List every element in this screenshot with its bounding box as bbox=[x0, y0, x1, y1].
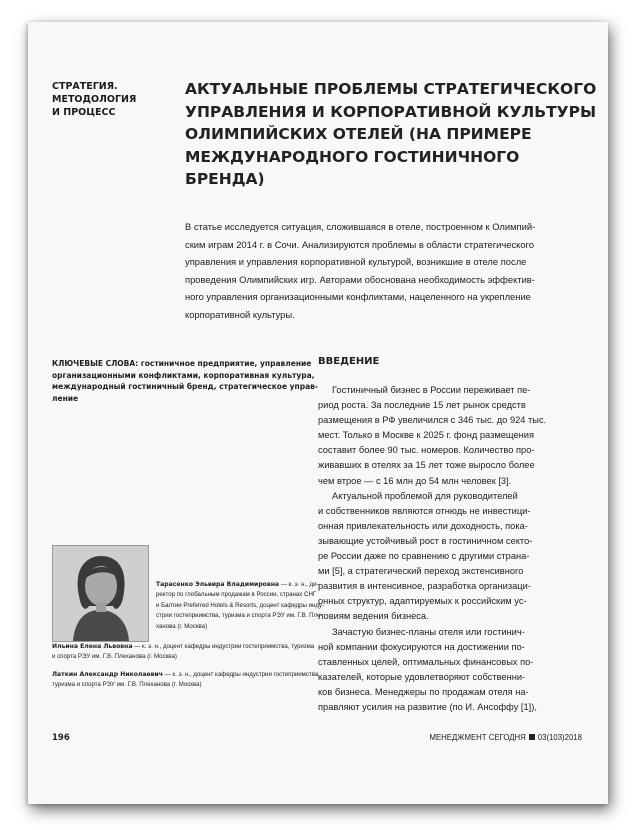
section-label bbox=[52, 80, 202, 119]
section-label-line: И ПРОЦЕСС bbox=[52, 107, 116, 118]
body-line: онная привлекательность или доходность, пока- bbox=[318, 520, 528, 531]
author-line: ректор по глобальным продажам в России, странах СНГ bbox=[156, 591, 317, 599]
author-line: стрии гостеприимства, туризма и спорта РЭУ им. Г.В. Пле- bbox=[156, 612, 323, 620]
body-line: риод роста. За последние 15 лет рынок средств bbox=[318, 400, 526, 411]
keywords bbox=[52, 358, 319, 404]
journal-name: МЕНЕДЖМЕНТ СЕГОДНЯ bbox=[429, 733, 526, 742]
body-line: ставленных целей, оптимальных финансовых по- bbox=[318, 656, 534, 667]
body-line: правляют усилия на развитие (по И. Ансоффу [1]), bbox=[318, 701, 537, 712]
author-credentials: — к. э. н., доцент кафедры индустрии гостеприимства, bbox=[162, 671, 320, 678]
abstract-line: ским играм 2014 г. в Сочи. Анализируются проблемы в области стратегического bbox=[185, 238, 534, 250]
article-title bbox=[185, 78, 597, 191]
title-line: УПРАВЛЕНИЯ И КОРПОРАТИВНОЙ КУЛЬТУРЫ bbox=[185, 102, 597, 121]
author-info bbox=[52, 642, 314, 663]
body-line: ре России даже по сравнению с другими страна- bbox=[318, 551, 530, 562]
body-line: живавших в отелях за 15 лет тоже выросло более bbox=[318, 460, 535, 471]
section-label-line: СТРАТЕГИЯ. bbox=[52, 81, 118, 92]
author-name: Тарасенко Эльвира Владимировна bbox=[156, 581, 280, 588]
body-line: мест. Только в Москве к 2025 г. фонд размещения bbox=[318, 430, 534, 441]
author-line: ханова (г. Москва) bbox=[156, 622, 208, 630]
title-line: МЕЖДУНАРОДНОГО ГОСТИНИЧНОГО bbox=[185, 147, 520, 166]
title-line: ОЛИМПИЙСКИХ ОТЕЛЕЙ (НА ПРИМЕРЕ bbox=[185, 125, 532, 143]
journal-footer bbox=[429, 733, 582, 742]
body-line: и собственников являются отнюдь не инвестици- bbox=[318, 505, 531, 516]
body-line: Гостиничный бизнес в России переживает пе- bbox=[332, 385, 531, 395]
body-line: Зачастую бизнес-планы отеля или гостинич- bbox=[332, 626, 525, 637]
abstract-line: корпоративной культуры. bbox=[185, 308, 295, 320]
title-line: АКТУАЛЬНЫЕ ПРОБЛЕМЫ СТРАТЕГИЧЕСКОГО bbox=[185, 80, 597, 98]
author-line bbox=[52, 670, 320, 680]
abstract-line: В статье исследуется ситуация, сложившаяся в отеле, построенном к Олимпий- bbox=[185, 221, 536, 232]
square-separator-icon bbox=[529, 734, 535, 740]
section-label-line: МЕТОДОЛОГИЯ bbox=[52, 94, 137, 105]
author-line: и спорта РЭУ им. Г.В. Плеханова (г. Москва) bbox=[52, 653, 177, 661]
body-line: казателей, которые удовлетворяют собственни- bbox=[318, 671, 526, 682]
body-line: ков бизнеса. Менеджеры по продажам отеля на- bbox=[318, 686, 529, 697]
body-line: размещения в РФ увеличился с 346 тыс. до 924 тыс. bbox=[318, 415, 547, 426]
abstract-line: ного управления организационными конфликтами, нацеленного на укрепление bbox=[185, 291, 531, 303]
body-line: развития в интенсивное, разработка организаци- bbox=[318, 581, 531, 592]
journal-issue: 03(103)2018 bbox=[537, 733, 582, 742]
keywords-line: КЛЮЧЕВЫЕ СЛОВА: гостиничное предприятие, управление bbox=[52, 359, 312, 368]
keywords-line: организационными конфликтами, корпоративная культура, bbox=[52, 370, 315, 380]
abstract-line: управления и управления корпоративной культурой, возникшие в отеле после bbox=[185, 256, 527, 268]
author-info bbox=[52, 670, 320, 691]
body-line: онных структур, адаптируемых к российским ус- bbox=[318, 596, 527, 607]
author-line bbox=[156, 580, 319, 590]
title-line: БРЕНДА) bbox=[185, 170, 265, 188]
abstract bbox=[185, 218, 580, 324]
author-info bbox=[156, 580, 325, 632]
page-number: 196 bbox=[52, 733, 70, 743]
body-line: Актуальной проблемой для руководителей bbox=[332, 490, 518, 501]
body-line: чем втрое — с 16 млн до 54 млн человек [3]. bbox=[318, 475, 512, 486]
author-credentials: — к. э. н., доцент кафедры индустрии гостеприимства, туризма bbox=[132, 643, 315, 650]
author-photo bbox=[52, 545, 149, 642]
author-credentials: — к. э. н., ди- bbox=[279, 581, 319, 588]
keywords-line: международный гостиничный бренд, стратегическое управ- bbox=[52, 382, 319, 392]
author-line bbox=[52, 642, 314, 652]
author-portrait-icon bbox=[53, 546, 148, 641]
body-line: ловиям ведения бизнеса. bbox=[318, 611, 429, 622]
keywords-line: ление bbox=[52, 393, 79, 403]
body-line: ной компании фокусируются на достижении по- bbox=[318, 641, 525, 652]
body-line: составит более 90 тыс. номеров. Количество про- bbox=[318, 445, 535, 456]
author-line: и Балтии Preferred Hotels & Resorts, доцент кафедры инду- bbox=[156, 601, 325, 609]
author-name: Латкин Александр Николаевич bbox=[52, 671, 163, 678]
author-name: Ильина Елена Львовна bbox=[52, 643, 133, 650]
body-line: зывающие устойчивый рост в гостиничном секто- bbox=[318, 535, 533, 546]
section-heading: ВВЕДЕНИЕ bbox=[318, 356, 380, 367]
body-text bbox=[318, 383, 590, 715]
abstract-line: проведения Олимпийских игр. Авторами обоснована необходимость эффектив- bbox=[185, 273, 535, 285]
body-line: ми [5], а стратегический переход экстенсивного bbox=[318, 566, 524, 577]
author-line: туризма и спорта РЭУ им. Г.В. Плеханова (г. Москва) bbox=[52, 681, 202, 689]
